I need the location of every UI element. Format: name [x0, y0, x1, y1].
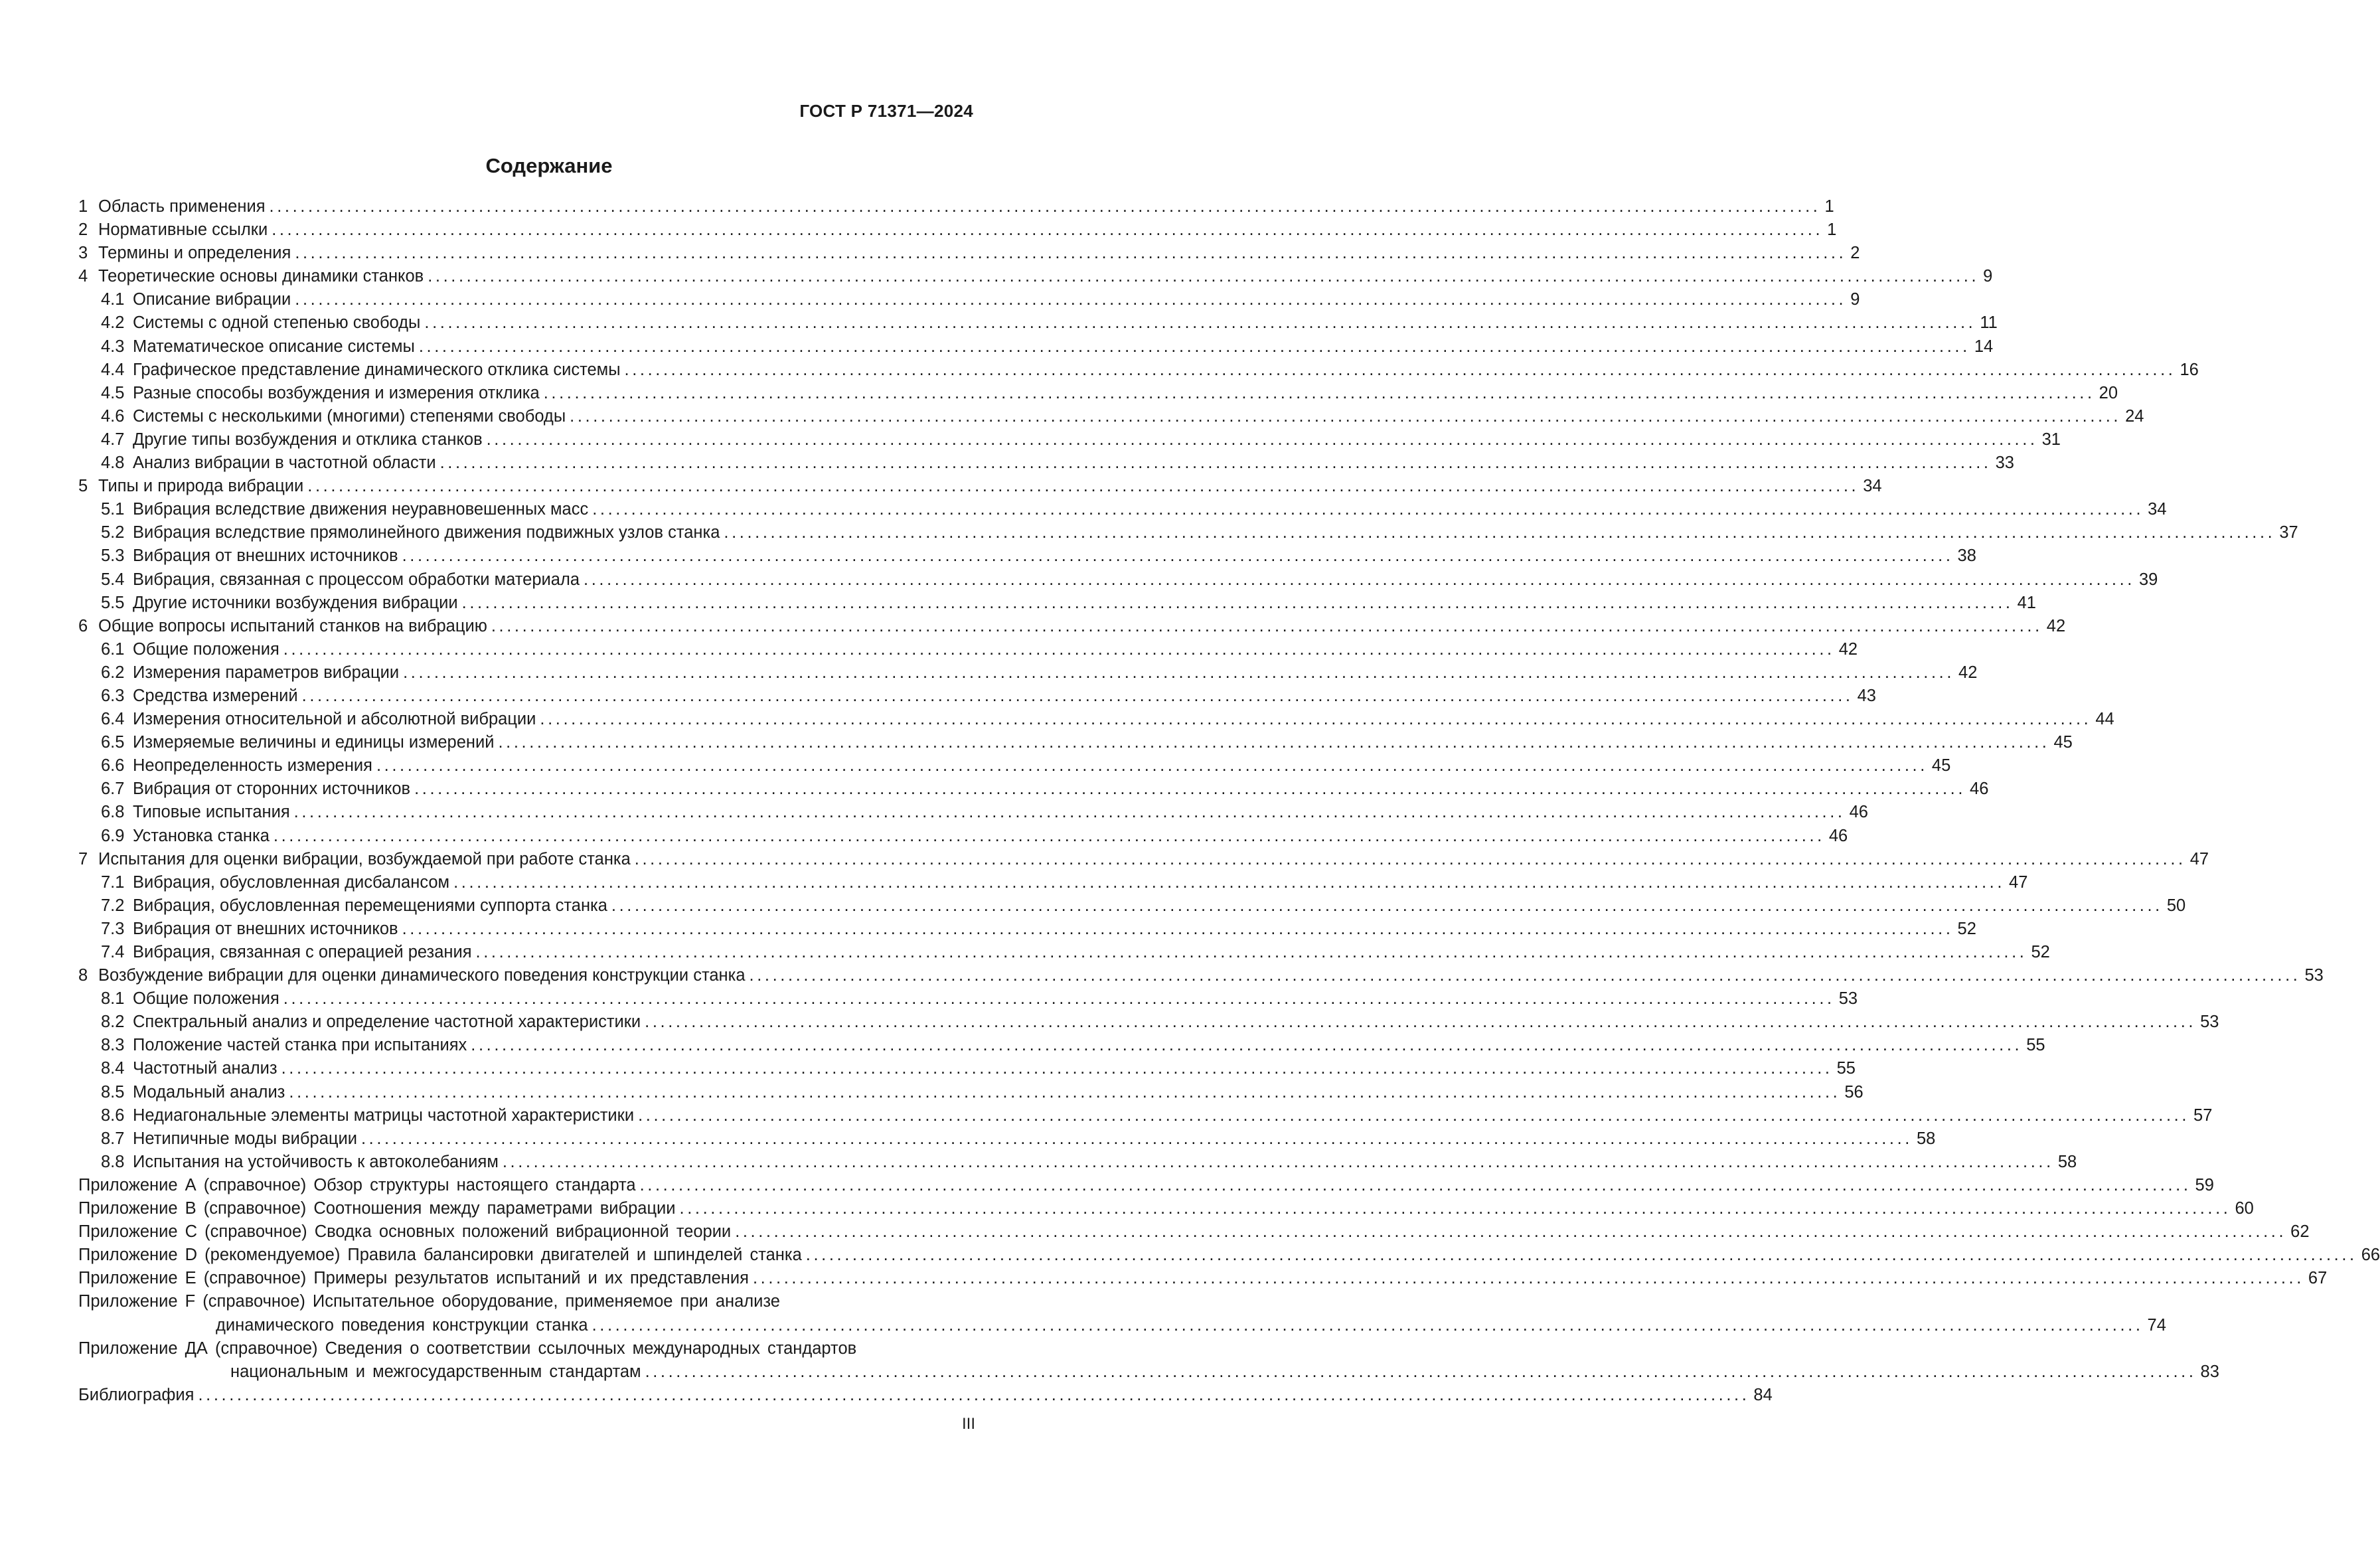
toc-entry-label [78, 1197, 676, 1220]
toc-page-number: 31 [2041, 430, 2061, 449]
toc-entry[interactable] [78, 685, 1876, 708]
toc-entry-label [78, 218, 268, 242]
toc-entry[interactable] [78, 265, 1993, 288]
toc-leader-dots: ........................................................................................................................................................................................................ [749, 966, 2301, 985]
toc-entry[interactable] [78, 731, 2073, 754]
toc-entry-label [101, 894, 607, 918]
toc-entry-label [101, 311, 420, 335]
toc-entry-number: 8 [78, 966, 88, 985]
toc-entry-number: 4.3 [101, 337, 125, 356]
toc-entry-number: 8.8 [101, 1152, 125, 1171]
toc-entry-label [78, 242, 291, 265]
toc-entry-text: Общие положения [133, 639, 279, 659]
toc-entry[interactable] [78, 1034, 2045, 1057]
toc-entry-label [101, 335, 415, 359]
toc-entry-text: Приложение ДА (справочное) Сведения о соответствии ссылочных международных стандартов [78, 1339, 857, 1358]
toc-entry-label [101, 825, 270, 848]
toc-entry[interactable] [78, 1081, 1864, 1104]
toc-page-number: 41 [2017, 593, 2036, 612]
toc-entry[interactable] [78, 359, 2199, 382]
toc-entry-number: 4.8 [101, 453, 125, 473]
toc-leader-dots: ........................................................................................................................................................................................................ [471, 1036, 2023, 1055]
toc-leader-dots: ........................................................................................................................................................................................................ [283, 989, 1835, 1009]
toc-entry[interactable] [78, 615, 2066, 638]
toc-leader-dots: ........................................................................................................................................................................................................ [634, 849, 2186, 868]
toc-leader-dots: ........................................................................................................................................................................................................ [639, 1175, 2191, 1194]
toc-page-number: 58 [1916, 1129, 1936, 1148]
toc-entry-label [78, 265, 424, 288]
toc-page-number: 45 [2053, 733, 2073, 752]
toc-page-number: 45 [1931, 756, 1951, 776]
toc-leader-dots: ........................................................................................................................................................................................................ [461, 593, 2014, 612]
toc-entry-text: Спектральный анализ и определение частотной характеристики [133, 1013, 641, 1032]
toc-page-number: 34 [1863, 477, 1882, 496]
toc-entry-number: 4.7 [101, 430, 125, 449]
toc-leader-dots: ........................................................................................................................................................................................................ [428, 267, 1980, 286]
toc-entry-text: Графическое представление динамического отклика системы [133, 360, 621, 379]
toc-entry-label [101, 1081, 285, 1104]
toc-entry[interactable] [78, 754, 1951, 777]
toc-entry-text: Приложение F (справочное) Испытательное оборудование, применяемое при анализе [78, 1292, 780, 1311]
toc-entry-text: Средства измерений [133, 686, 298, 705]
toc-leader-dots: ........................................................................................................................................................................................................ [453, 872, 2006, 892]
toc-leader-dots: ........................................................................................................................................................................................................ [491, 616, 2043, 635]
toc-page-number: 11 [1980, 313, 1998, 333]
toc-entry-number: 5 [78, 477, 88, 496]
toc-entry-label [78, 475, 303, 498]
toc-entry[interactable] [78, 195, 1834, 218]
toc-leader-dots: ........................................................................................................................................................................................................ [638, 1105, 2190, 1125]
toc-entry-number: 6.3 [101, 686, 125, 705]
toc-entry-appendix-da[interactable] [78, 1337, 2219, 1384]
toc-entry[interactable] [78, 382, 2118, 405]
toc-page-number: 46 [1828, 826, 1848, 845]
toc-entry-number: 6.8 [101, 803, 125, 822]
toc-entry-number: 6.7 [101, 779, 125, 799]
toc-leader-dots: ........................................................................................................................................................................................................ [592, 1315, 2144, 1335]
toc-entry-label [101, 1104, 634, 1127]
toc-page-number: 62 [2290, 1222, 2310, 1242]
table-of-contents [78, 195, 2380, 1407]
toc-entry[interactable] [78, 592, 2036, 615]
toc-entry-text: Описание вибрации [133, 290, 291, 309]
toc-leader-dots: ........................................................................................................................................................................................................ [805, 1246, 2357, 1265]
toc-page-number: 47 [2009, 872, 2028, 892]
toc-entry[interactable] [78, 1267, 2328, 1290]
toc-entry-label [101, 568, 580, 592]
toc-leader-dots: ........................................................................................................................................................................................................ [611, 896, 2163, 915]
toc-entry[interactable] [78, 1174, 2214, 1197]
toc-leader-dots: ........................................................................................................................................................................................................ [361, 1129, 1913, 1148]
page-title: Содержание [485, 154, 613, 177]
toc-leader-dots: ........................................................................................................................................................................................................ [198, 1385, 1750, 1404]
toc-leader-dots: ........................................................................................................................................................................................................ [402, 919, 1954, 938]
toc-entry-text: Типы и природа вибрации [98, 477, 304, 496]
toc-entry-label [101, 359, 621, 382]
toc-leader-dots: ........................................................................................................................................................................................................ [475, 943, 2027, 961]
toc-entry-number: 5.2 [101, 523, 125, 542]
toc-entry-number: 6.9 [101, 826, 125, 845]
toc-entry-text: Анализ вибрации в частотной области [133, 453, 436, 473]
toc-leader-dots: ........................................................................................................................................................................................................ [645, 1362, 2197, 1381]
toc-leader-dots: ........................................................................................................................................................................................................ [376, 756, 1928, 776]
toc-entry-number: 7.4 [101, 943, 125, 961]
toc-leader-dots: ........................................................................................................................................................................................................ [403, 663, 1955, 682]
toc-entry-text: Вибрация от внешних источников [133, 546, 398, 566]
toc-leader-dots: ........................................................................................................................................................................................................ [543, 383, 2095, 402]
toc-entry-text: Системы с одной степенью свободы [133, 313, 421, 333]
toc-leader-dots: ........................................................................................................................................................................................................ [402, 546, 1954, 566]
toc-entry-text: Установка станка [133, 826, 270, 845]
toc-entry[interactable] [78, 1127, 1936, 1151]
toc-leader-dots: ........................................................................................................................................................................................................ [679, 1199, 2231, 1218]
toc-page-number: 60 [2235, 1199, 2254, 1218]
toc-entry-text: Вибрация, связанная с операцией резания [133, 943, 472, 961]
toc-entry-label [78, 848, 631, 871]
toc-entry[interactable] [78, 918, 1976, 941]
toc-entry-text: Системы с несколькими (многими) степенями свободы [133, 406, 566, 426]
toc-leader-dots: ........................................................................................................................................................................................................ [281, 1059, 1833, 1078]
toc-entry-text: Вибрация от внешних источников [133, 919, 398, 938]
toc-entry-text: Вибрация от сторонних источников [133, 779, 411, 799]
toc-entry[interactable] [78, 871, 2028, 894]
toc-entry-number: 4.6 [101, 406, 125, 426]
toc-entry-number: 4 [78, 267, 88, 286]
toc-page-number: 53 [2304, 966, 2324, 985]
toc-entry-number: 3 [78, 244, 88, 263]
toc-entry[interactable] [78, 544, 1976, 568]
toc-entry-number: 6.6 [101, 756, 125, 776]
toc-entry-text: Разные способы возбуждения и измерения отклика [133, 383, 540, 402]
toc-page-number: 16 [2180, 360, 2199, 379]
toc-page-number: 55 [1836, 1059, 1856, 1078]
toc-entry-number: 7.1 [101, 872, 125, 892]
toc-entry-text: Модальный анализ [133, 1082, 285, 1102]
toc-entry-label [101, 544, 398, 568]
toc-page-number: 34 [2148, 500, 2167, 519]
toc-entry-text: Область применения [98, 197, 266, 216]
toc-page-number: 9 [1850, 290, 1860, 309]
toc-leader-dots: ........................................................................................................................................................................................................ [584, 570, 2135, 589]
toc-page-number: 37 [2279, 523, 2298, 542]
toc-entry-label [101, 451, 436, 475]
toc-entry-text: Положение частей станка при испытаниях [133, 1036, 467, 1055]
toc-entry-text: Вибрация, обусловленная дисбалансом [133, 872, 450, 892]
toc-page-number: 55 [2026, 1036, 2045, 1055]
toc-entry-text: Измеряемые величины и единицы измерений [133, 733, 495, 752]
toc-entry-text: Возбуждение вибрации для оценки динамического поведения конструкции станка [98, 966, 746, 985]
toc-entry-label [101, 288, 291, 311]
document-header-id: ГОСТ Р 71371—2024 [799, 101, 973, 121]
toc-page-number: 43 [1857, 686, 1876, 705]
toc-entry-text: Измерения относительной и абсолютной вибрации [133, 710, 536, 729]
toc-page-number: 57 [2193, 1105, 2213, 1125]
toc-entry[interactable] [78, 777, 1989, 801]
toc-entry-text: Вибрация, связанная с процессом обработки материала [133, 570, 580, 589]
toc-leader-dots: ........................................................................................................................................................................................................ [624, 360, 2176, 379]
toc-entry[interactable] [78, 405, 2144, 428]
toc-page-number: 24 [2125, 406, 2144, 426]
toc-leader-dots: ........................................................................................................................................................................................................ [418, 337, 1970, 356]
toc-leader-dots: ........................................................................................................................................................................................................ [645, 1013, 2197, 1032]
toc-entry[interactable] [78, 451, 2014, 475]
toc-page-number: 20 [2099, 383, 2118, 402]
toc-entry[interactable] [78, 1104, 2213, 1127]
toc-entry[interactable] [78, 1244, 2380, 1267]
toc-entry-number: 6.1 [101, 639, 125, 659]
toc-entry-label [101, 428, 483, 451]
toc-entry-text: Нормативные ссылки [98, 220, 268, 240]
toc-page-number: 58 [2057, 1152, 2077, 1171]
toc-leader-dots: ........................................................................................................................................................................................................ [486, 430, 2038, 449]
toc-leader-dots: ........................................................................................................................................................................................................ [414, 779, 1966, 799]
toc-page-number: 2 [1850, 244, 1860, 263]
toc-entry-label [101, 1034, 467, 1057]
toc-leader-dots: ........................................................................................................................................................................................................ [295, 244, 1847, 263]
toc-entry-text: Термины и определения [98, 244, 291, 263]
toc-page-number: 33 [1995, 453, 2014, 473]
toc-entry-label [78, 964, 746, 987]
toc-entry[interactable] [78, 638, 1858, 661]
toc-page-number: 46 [1970, 779, 1989, 799]
toc-leader-dots: ........................................................................................................................................................................................................ [735, 1222, 2287, 1242]
toc-entry-text: Недиагональные элементы матрицы частотной характеристики [133, 1105, 635, 1125]
toc-leader-dots: ........................................................................................................................................................................................................ [307, 477, 1860, 496]
toc-page-number: 47 [2189, 849, 2209, 868]
toc-page-number: 14 [1974, 337, 1994, 356]
toc-entry-number: 4.2 [101, 313, 125, 333]
toc-page-number: 42 [1958, 663, 1978, 682]
toc-entry-label [101, 801, 290, 824]
toc-entry-number: 7 [78, 849, 88, 868]
toc-entry-text: динамического поведения конструкции станка [216, 1315, 588, 1335]
toc-entry-label [101, 498, 588, 521]
toc-leader-dots: ........................................................................................................................................................................................................ [424, 313, 1976, 333]
toc-page-number: 56 [1844, 1082, 1864, 1102]
toc-entry-text: Неопределенность измерения [133, 756, 372, 776]
toc-entry-number: 8.3 [101, 1036, 125, 1055]
toc-entry-number: 4.1 [101, 290, 125, 309]
toc-leader-dots: ........................................................................................................................................................................................................ [295, 290, 1847, 309]
toc-entry-label [101, 592, 458, 615]
toc-leader-dots: ........................................................................................................................................................................................................ [273, 826, 1825, 845]
toc-entry[interactable] [78, 987, 1858, 1011]
toc-entry-appendix-f[interactable] [78, 1290, 2166, 1337]
toc-entry[interactable] [78, 1011, 2219, 1034]
toc-leader-dots: ........................................................................................................................................................................................................ [272, 220, 1824, 240]
toc-entry-text: Общие положения [133, 989, 279, 1009]
toc-page-number: 44 [2095, 710, 2114, 729]
toc-page-number: 53 [2200, 1013, 2219, 1032]
toc-entry[interactable] [78, 1151, 2077, 1174]
toc-entry-text: Испытания для оценки вибрации, возбуждаемой при работе станка [98, 849, 631, 868]
toc-entry[interactable] [78, 894, 2186, 918]
toc-page-number: 9 [1983, 267, 1993, 286]
toc-entry-number: 8.6 [101, 1105, 125, 1125]
toc-entry-number: 6.4 [101, 710, 125, 729]
toc-entry-number: 6.5 [101, 733, 125, 752]
toc-entry-text: Математическое описание системы [133, 337, 415, 356]
toc-entry[interactable] [78, 941, 2050, 964]
toc-leader-dots: ........................................................................................................................................................................................................ [301, 686, 1854, 705]
toc-leader-dots: ........................................................................................................................................................................................................ [498, 733, 2050, 752]
toc-entry-number: 7.3 [101, 919, 125, 938]
toc-entry-label [78, 1244, 802, 1267]
toc-entry-text: национальным и межгосударственным стандартам [230, 1362, 641, 1381]
toc-entry-label [101, 708, 536, 731]
toc-entry-label [78, 615, 487, 638]
toc-page-number: 1 [1827, 220, 1837, 240]
toc-page-number: 42 [2046, 616, 2066, 635]
toc-entry[interactable] [78, 311, 1998, 335]
toc-entry-number: 1 [78, 197, 88, 216]
toc-entry-label [101, 777, 410, 801]
toc-entry-label [101, 731, 495, 754]
toc-entry[interactable] [78, 242, 1860, 265]
toc-leader-dots: ........................................................................................................................................................................................................ [592, 500, 2144, 519]
toc-entry-label [78, 1267, 749, 1290]
toc-entry-label [101, 1011, 641, 1034]
toc-entry[interactable] [78, 1197, 2254, 1220]
toc-entry-label [101, 871, 449, 894]
toc-entry-label [101, 1057, 278, 1080]
toc-entry[interactable] [78, 801, 1868, 824]
toc-entry-label [101, 685, 298, 708]
toc-leader-dots: ........................................................................................................................................................................................................ [540, 710, 2092, 729]
toc-entry[interactable] [78, 568, 2158, 592]
toc-entry[interactable] [78, 708, 2114, 731]
toc-page-number: 74 [2147, 1315, 2166, 1335]
toc-entry-number: 4.5 [101, 383, 125, 402]
toc-page-number: 67 [2308, 1269, 2328, 1288]
toc-entry[interactable] [78, 1220, 2310, 1244]
toc-page-number: 1 [1824, 197, 1834, 216]
toc-page-number: 59 [2195, 1175, 2214, 1194]
toc-entry-number: 5.3 [101, 546, 125, 566]
toc-entry[interactable] [78, 848, 2209, 871]
toc-entry-text: Приложение С (справочное) Сводка основных положений вибрационной теории [78, 1222, 732, 1242]
toc-entry-label [101, 661, 399, 685]
toc-entry-number: 6 [78, 616, 88, 635]
toc-leader-dots: ........................................................................................................................................................................................................ [439, 453, 1992, 473]
toc-leader-dots: ........................................................................................................................................................................................................ [283, 639, 1835, 659]
toc-entry-number: 6.2 [101, 663, 125, 682]
toc-entry-text: Вибрация, обусловленная перемещениями суппорта станка [133, 896, 607, 915]
toc-entry[interactable] [78, 825, 1848, 848]
toc-entry[interactable] [78, 428, 2061, 451]
toc-entry-text: Другие источники возбуждения вибрации [133, 593, 458, 612]
toc-leader-dots: ........................................................................................................................................................................................................ [502, 1152, 2054, 1171]
toc-entry[interactable] [78, 661, 1978, 685]
toc-entry-label [78, 195, 266, 218]
toc-entry-label [101, 638, 279, 661]
toc-entry-number: 8.4 [101, 1059, 125, 1078]
toc-entry-number: 5.5 [101, 593, 125, 612]
toc-entry-number: 5.1 [101, 500, 125, 519]
toc-page-number: 46 [1849, 803, 1868, 822]
toc-entry-text: Другие типы возбуждения и отклика станков [133, 430, 483, 449]
toc-entry-text: Приложение D (рекомендуемое) Правила балансировки двигателей и шпинделей станка [78, 1246, 802, 1265]
toc-page-number: 50 [2166, 896, 2186, 915]
toc-page-number: 52 [2031, 943, 2050, 961]
toc-leader-dots: ........................................................................................................................................................................................................ [269, 197, 1821, 216]
toc-entry-label [101, 1127, 357, 1151]
toc-entry-text: Вибрация вследствие прямолинейного движения подвижных узлов станка [133, 523, 720, 542]
toc-entry[interactable] [78, 288, 1860, 311]
toc-entry-text: Частотный анализ [133, 1059, 278, 1078]
toc-entry[interactable] [78, 335, 1994, 359]
toc-leader-dots: ........................................................................................................................................................................................................ [752, 1269, 2304, 1288]
toc-page-number: 38 [1957, 546, 1976, 566]
toc-page-number: 52 [1957, 919, 1976, 938]
toc-entry[interactable] [78, 1057, 1856, 1080]
toc-page-number: 66 [2361, 1246, 2380, 1265]
toc-entry-label [101, 987, 279, 1011]
toc-entry-text: Вибрация вследствие движения неуравновешенных масс [133, 500, 589, 519]
toc-entry-text: Библиография [78, 1385, 195, 1404]
toc-leader-dots: ........................................................................................................................................................................................................ [724, 523, 2276, 542]
page-number-roman: III [961, 1415, 975, 1433]
toc-entry-text: Приложение А (справочное) Обзор структуры настоящего стандарта [78, 1175, 636, 1194]
toc-entry-text: Типовые испытания [133, 803, 290, 822]
toc-page-number: 84 [1753, 1385, 1773, 1404]
toc-entry-number: 8.1 [101, 989, 125, 1009]
toc-entry-label [101, 918, 398, 941]
toc-entry-text: Приложение В (справочное) Соотношения между параметрами вибрации [78, 1199, 676, 1218]
toc-page-number: 53 [1838, 989, 1858, 1009]
toc-entry-number: 4.4 [101, 360, 125, 379]
toc-entry-number: 7.2 [101, 896, 125, 915]
toc-entry-bibliography[interactable] [78, 1384, 1773, 1407]
toc-page-number: 42 [1838, 639, 1858, 659]
toc-page-number: 39 [2138, 570, 2158, 589]
toc-entry-label [101, 941, 472, 964]
toc-leader-dots: ........................................................................................................................................................................................................ [570, 406, 2122, 426]
toc-entry-label [101, 1151, 499, 1174]
toc-entry-text: Нетипичные моды вибрации [133, 1129, 357, 1148]
toc-leader-dots: ........................................................................................................................................................................................................ [293, 803, 1846, 822]
toc-entry-number: 2 [78, 220, 88, 240]
toc-entry-text: Теоретические основы динамики станков [98, 267, 424, 286]
toc-entry-text: Измерения параметров вибрации [133, 663, 400, 682]
toc-entry[interactable] [78, 521, 2298, 544]
toc-entry[interactable] [78, 218, 1837, 242]
toc-entry-label [78, 1174, 636, 1197]
toc-entry-label [101, 754, 372, 777]
toc-entry-text: Приложение Е (справочное) Примеры результатов испытаний и их представления [78, 1269, 749, 1288]
toc-entry-text: Общие вопросы испытаний станков на вибрацию [98, 616, 487, 635]
toc-entry[interactable] [78, 964, 2324, 987]
toc-entry-text: Испытания на устойчивость к автоколебаниям [133, 1152, 499, 1171]
toc-entry-number: 8.2 [101, 1013, 125, 1032]
toc-entry-label [101, 521, 720, 544]
toc-leader-dots: ........................................................................................................................................................................................................ [289, 1082, 1841, 1102]
toc-entry-number: 8.5 [101, 1082, 125, 1102]
toc-page-number: 83 [2200, 1362, 2219, 1381]
toc-entry-number: 5.4 [101, 570, 125, 589]
toc-entry-number: 8.7 [101, 1129, 125, 1148]
toc-entry[interactable] [78, 475, 1882, 498]
toc-entry-label [78, 1220, 731, 1244]
toc-entry-label [101, 405, 566, 428]
toc-entry[interactable] [78, 498, 2167, 521]
toc-entry-label [101, 382, 540, 405]
